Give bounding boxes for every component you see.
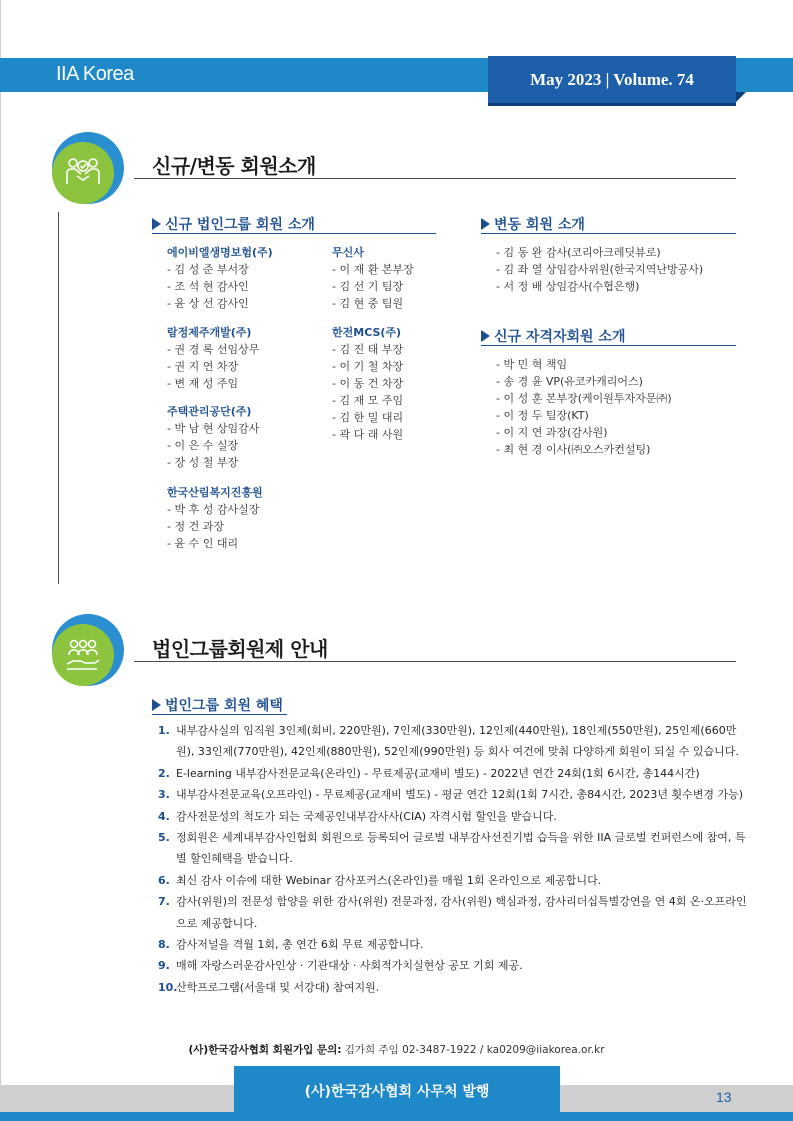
member-line: - 이 정 두 팀장(KT) xyxy=(496,409,589,422)
member-line: - 장 성 철 부장 xyxy=(167,456,239,469)
list-item-text: 내부감사실의 임직원 3인제(회비, 220만원), 7인제(330만원), 12인제(440만원), 18인제(550만원), 25인제(660만원), 33인제(770만원), 42인제(880만원), 52인제(990만원) 등 회사 여건에 맞춰 다양하게 회원이 되실 수 있습니다. xyxy=(176,724,739,759)
handshake-people-icon xyxy=(52,142,114,204)
member-line: - 최 현 경 이사(㈜오스카컨설팅) xyxy=(496,443,651,456)
page-number: 13 xyxy=(716,1089,732,1105)
list-item xyxy=(158,806,748,827)
new-certified-heading xyxy=(481,326,625,346)
member-line: - 윤 상 선 감사인 xyxy=(167,297,249,310)
list-item xyxy=(158,784,748,805)
list-item-text: 감사전문성의 척도가 되는 국제공인내부감사사(CIA) 자격시험 할인을 받습니다. xyxy=(176,809,557,823)
new-corporate-underline xyxy=(152,233,436,234)
member-group xyxy=(167,484,263,552)
member-line: - 이 재 환 본부장 xyxy=(332,263,414,276)
member-group xyxy=(496,356,672,458)
member-line: - 김 좌 열 상임감사위원(한국지역난방공사) xyxy=(496,263,704,276)
benefits-heading-text: 법인그룹 회원 혜택 xyxy=(165,698,283,714)
org-name: 주택관리공단(주) xyxy=(167,405,252,418)
list-item-number: 10. xyxy=(158,980,178,994)
member-line: - 박 민 혁 책임 xyxy=(496,358,568,371)
changed-members-underline xyxy=(481,233,736,234)
list-item-text: 산학프로그램(서울대 및 서강대) 참여지원. xyxy=(176,980,380,994)
member-line: - 권 경 록 선임상무 xyxy=(167,343,260,356)
changed-members-heading xyxy=(481,214,585,234)
contact-detail: 김가희 주임 02-3487-1922 / ka0209@iiakorea.or.kr xyxy=(341,1044,605,1056)
member-group xyxy=(167,403,259,471)
section1-side-rule xyxy=(58,212,59,584)
list-item-text: 감사(위원)의 전문성 함양을 위한 감사(위원) 전문과정, 감사(위원) 핵심과정, 감사리더십특별강연을 연 4회 온·오프라인으로 제공합니다. xyxy=(176,895,747,930)
member-group xyxy=(167,324,259,392)
list-item-number: 6. xyxy=(158,873,170,887)
member-line: - 송 경 윤 VP(유코카캐리어스) xyxy=(496,375,643,388)
member-line: - 정 건 과장 xyxy=(167,520,224,533)
org-name: 한국산림복지진흥원 xyxy=(167,486,263,499)
member-line: - 김 성 준 부서장 xyxy=(167,263,249,276)
org-name: 람정제주개발(주) xyxy=(167,326,252,339)
member-group xyxy=(332,244,414,312)
member-line: - 김 현 중 팀원 xyxy=(332,297,404,310)
member-line: - 김 재 모 주임 xyxy=(332,394,404,407)
list-item-number: 5. xyxy=(158,831,170,845)
member-line: - 권 지 연 차장 xyxy=(167,360,239,373)
member-line: - 김 선 기 팀장 xyxy=(332,280,404,293)
member-line: - 박 남 현 상임감사 xyxy=(167,422,260,435)
member-group xyxy=(167,244,273,312)
list-item xyxy=(158,955,748,976)
list-item xyxy=(158,891,748,934)
triangle-bullet-icon xyxy=(481,218,490,230)
list-item xyxy=(158,763,748,784)
member-line: - 윤 수 인 대리 xyxy=(167,537,239,550)
list-item-text: 감사저널을 격월 1회, 총 연간 6회 무료 제공합니다. xyxy=(176,938,424,952)
triangle-bullet-icon xyxy=(481,330,490,342)
new-corporate-heading xyxy=(152,214,315,234)
section1-icon-badge xyxy=(52,132,132,212)
contact-label: (사)한국감사협회 회원가입 문의: xyxy=(188,1044,342,1056)
member-line: - 이 은 수 실장 xyxy=(167,439,239,452)
new-certified-underline xyxy=(481,345,736,346)
member-line: - 서 정 배 상임감사(수협은행) xyxy=(496,280,640,293)
member-line: - 박 후 성 감사실장 xyxy=(167,503,260,516)
benefits-underline xyxy=(152,714,287,715)
footer-bottom-strip xyxy=(0,1112,793,1121)
list-item xyxy=(158,870,748,891)
list-item xyxy=(158,934,748,955)
member-line: - 조 석 현 감사인 xyxy=(167,280,249,293)
triangle-bullet-icon xyxy=(152,218,161,230)
member-group xyxy=(332,324,403,443)
list-item-number: 8. xyxy=(158,938,170,952)
list-item-number: 9. xyxy=(158,959,170,973)
brand-logo-text: IIA Korea xyxy=(56,63,134,85)
member-line: - 이 지 연 과장(감사원) xyxy=(496,426,608,439)
member-line: - 김 진 태 부장 xyxy=(332,343,404,356)
new-certified-heading-text: 신규 자격자회원 소개 xyxy=(494,329,626,345)
list-item xyxy=(158,977,748,998)
triangle-bullet-icon xyxy=(152,699,161,711)
benefits-list xyxy=(158,720,748,998)
list-item-text: 최신 감사 이슈에 대한 Webinar 감사포커스(온라인)를 매월 1회 온라인으로 제공합니다. xyxy=(176,873,602,887)
volume-box-fold xyxy=(736,92,746,102)
member-group xyxy=(496,244,703,295)
benefits-heading xyxy=(152,695,283,715)
section1-title: 신규/변동 회원소개 xyxy=(152,154,316,178)
member-line: - 김 동 완 감사(코리아크레딧뷰로) xyxy=(496,246,661,259)
list-item-number: 3. xyxy=(158,788,170,802)
list-item-number: 2. xyxy=(158,766,170,780)
list-item-number: 7. xyxy=(158,895,170,909)
volume-box xyxy=(488,56,736,106)
list-item xyxy=(158,827,748,870)
list-item xyxy=(158,720,748,763)
list-item-text: 정회원은 세계내부감사인협회 회원으로 등록되어 글로벌 내부감사선진기법 습득을 위한 IIA 글로벌 컨퍼런스에 참여, 특별 할인혜택을 받습니다. xyxy=(176,831,746,866)
section1-rule xyxy=(134,178,736,179)
member-line: - 변 재 성 주임 xyxy=(167,377,239,390)
group-hand-icon xyxy=(52,624,114,686)
member-line: - 이 기 철 차장 xyxy=(332,360,404,373)
member-line: - 이 동 건 차장 xyxy=(332,377,404,390)
footer-publisher-box xyxy=(234,1066,560,1116)
section2-icon-badge xyxy=(52,614,132,694)
member-line: - 곽 다 래 사원 xyxy=(332,428,404,441)
list-item-number: 4. xyxy=(158,809,170,823)
footer-publisher: (사)한국감사협회 사무처 발행 xyxy=(304,1084,490,1100)
section2-title: 법인그룹회원제 안내 xyxy=(152,637,328,661)
member-line: - 이 성 훈 본부장(케이원투자자문㈜) xyxy=(496,392,672,405)
list-item-text: E-learning 내부감사전문교육(온라인) - 무료제공(교재비 별도) - 2022년 연간 24회(1회 6시간, 총144시간) xyxy=(176,766,700,780)
org-name: 한전MCS(주) xyxy=(332,326,402,339)
new-corporate-heading-text: 신규 법인그룹 회원 소개 xyxy=(165,217,315,233)
membership-contact xyxy=(0,1042,793,1057)
volume-label: May 2023 | Volume. 74 xyxy=(530,69,694,89)
page-left-border xyxy=(0,0,1,1121)
org-name: 무신사 xyxy=(332,246,364,259)
member-line: - 김 한 밀 대리 xyxy=(332,411,404,424)
changed-members-heading-text: 변동 회원 소개 xyxy=(494,217,585,233)
list-item-text: 내부감사전문교육(오프라인) - 무료제공(교재비 별도) - 평균 연간 12회(1회 7시간, 총84시간, 2023년 횟수변경 가능) xyxy=(176,788,744,802)
list-item-text: 매해 자랑스러운감사인상 · 기관대상 · 사회적가치실현상 공모 기회 제공. xyxy=(176,959,523,973)
org-name: 에이비엘생명보험(주) xyxy=(167,246,273,259)
section2-rule xyxy=(134,661,736,662)
list-item-number: 1. xyxy=(158,724,170,737)
